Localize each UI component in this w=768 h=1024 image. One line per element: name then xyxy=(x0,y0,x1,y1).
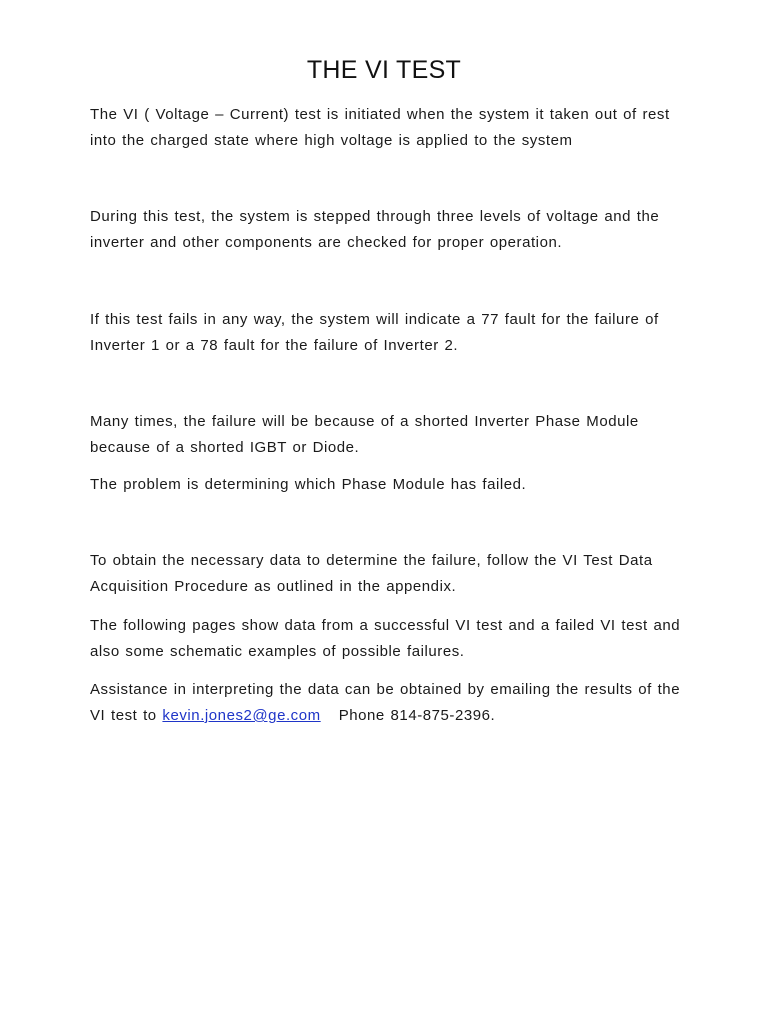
paragraph-line: Many times, the failure will be because of a shorted Inverter Phase Module xyxy=(90,413,639,430)
email-link[interactable]: kevin.jones2@ge.com xyxy=(162,707,321,724)
contact-phone: Phone 814-875-2396. xyxy=(338,707,496,724)
paragraph-vi-test-intro xyxy=(90,102,690,154)
paragraph-fault-codes xyxy=(90,307,690,359)
paragraph-problem xyxy=(90,472,690,498)
paragraph-line: The following pages show data from a successful VI test and a failed VI test and xyxy=(90,617,681,634)
contact-prefix: VI test to xyxy=(90,707,157,724)
document-title: THE VI TEST xyxy=(306,56,462,84)
paragraph-line: Acquisition Procedure as outlined in the appendix. xyxy=(90,578,457,595)
paragraph-voltage-levels xyxy=(90,204,690,256)
paragraph-line: The VI ( Voltage – Current) test is initiated when the system it taken out of rest xyxy=(90,106,670,123)
paragraph-line: into the charged state where high voltage is applied to the system xyxy=(90,132,573,149)
paragraph-contact xyxy=(90,677,690,729)
paragraph-line: During this test, the system is stepped through three levels of voltage and the xyxy=(90,208,660,225)
paragraph-line: also some schematic examples of possible failures. xyxy=(90,643,465,660)
paragraph-line: To obtain the necessary data to determine the failure, follow the VI Test Data xyxy=(90,552,653,569)
paragraph-failure-cause xyxy=(90,409,690,461)
contact-line xyxy=(90,703,690,729)
paragraph-line: The problem is determining which Phase Module has failed. xyxy=(90,476,527,493)
paragraph-following-pages xyxy=(90,613,690,665)
paragraph-line: Assistance in interpreting the data can be obtained by emailing the results of the xyxy=(90,681,681,698)
paragraph-line: Inverter 1 or a 78 fault for the failure of Inverter 2. xyxy=(90,337,459,354)
paragraph-line: because of a shorted IGBT or Diode. xyxy=(90,439,360,456)
paragraph-line: inverter and other components are checked for proper operation. xyxy=(90,234,563,251)
paragraph-data-acquisition xyxy=(90,548,690,600)
paragraph-line: If this test fails in any way, the system will indicate a 77 fault for the failure of xyxy=(90,311,659,328)
